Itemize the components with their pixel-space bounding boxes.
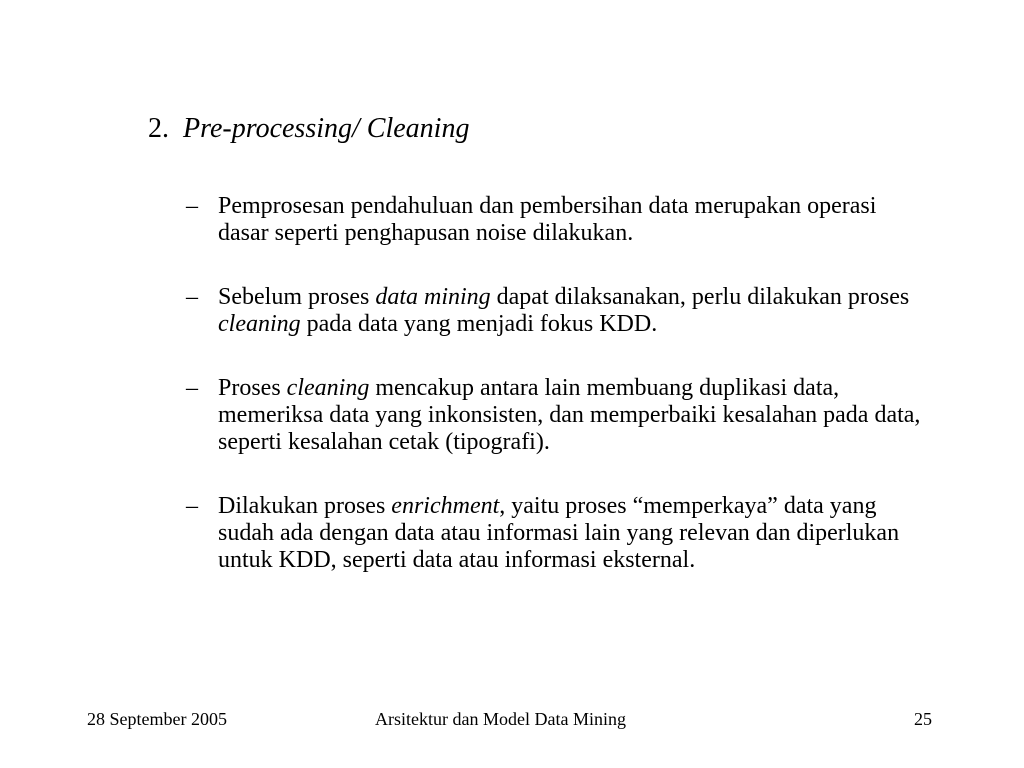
bullet-text [218,193,876,246]
italic-term: cleaning [218,311,301,337]
bullet-text-run: , yaitu proses “memperkaya” data yang sudah ada dengan data atau informasi lain yang relevan dan diperlukan untuk KDD, seperti data atau informasi eksternal. [218,493,900,573]
dash-bullet-marker: – [186,284,198,310]
italic-term: data mining [375,284,491,310]
footer-title: Arsitektur dan Model Data Mining [375,709,626,729]
bullet-item [186,193,926,247]
italic-term: enrichment [391,493,500,519]
footer-date: 28 September 2005 [87,709,227,729]
dash-bullet-marker: – [186,375,198,401]
slide-heading [148,112,469,146]
heading-number: 2. [148,113,169,144]
bullet-text-run: Sebelum proses [218,284,376,310]
bullet-text-run: dapat dilaksanakan, perlu dilakukan proses [490,284,910,310]
bullet-text [218,284,909,337]
bullet-item [186,375,926,456]
bullet-text-run: mencakup antara lain membuang duplikasi data, memeriksa data yang inkonsisten, dan memperbaiki kesalahan pada data, seperti kesalahan cetak (tipografi). [218,375,921,455]
heading-title: Pre-processing/ Cleaning [183,113,470,144]
bullet-text [218,493,899,573]
footer-page-number: 25 [914,709,932,729]
bullet-text-run: Pemprosesan pendahuluan dan pembersihan data merupakan operasi dasar seperti penghapusan noise dilakukan. [218,193,877,246]
italic-term: cleaning [286,375,370,401]
bullet-text-run: pada data yang menjadi fokus KDD. [300,311,658,337]
bullet-item [186,284,926,338]
dash-bullet-marker: – [186,493,198,519]
bullet-list [186,193,926,611]
bullet-text [218,375,920,455]
dash-bullet-marker: – [186,193,198,219]
bullet-text-run: Dilakukan proses [218,493,392,519]
bullet-item [186,493,926,574]
bullet-text-run: Proses [218,375,287,401]
